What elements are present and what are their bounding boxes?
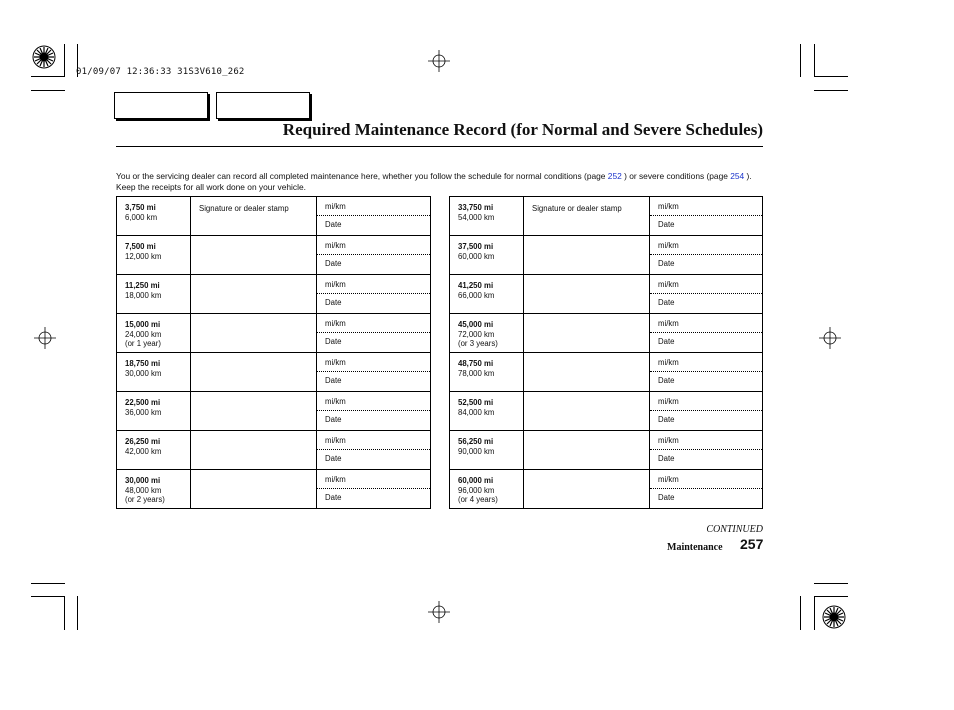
- record-cell: [650, 392, 763, 431]
- interval-miles: 33,750 mi: [458, 203, 494, 212]
- mileage-entry-field[interactable]: mi/km: [650, 392, 762, 411]
- page-title: Required Maintenance Record (for Normal and Severe Schedules): [282, 120, 763, 139]
- signature-cell[interactable]: [191, 236, 317, 275]
- interval-miles: 52,500 mi: [458, 398, 494, 407]
- mileage-entry-field[interactable]: mi/km: [317, 314, 430, 333]
- interval-miles: 41,250 mi: [458, 281, 494, 290]
- interval-cell: [117, 392, 191, 431]
- interval-km: 42,000 km: [125, 446, 162, 456]
- date-entry-field[interactable]: Date: [325, 415, 342, 424]
- record-cell: [317, 197, 431, 236]
- interval-km: 84,000 km: [458, 407, 495, 417]
- interval-years: (or 2 years): [125, 495, 165, 504]
- interval-cell: [450, 275, 524, 314]
- interval-cell: [450, 197, 524, 236]
- interval-years: (or 4 years): [458, 495, 498, 504]
- interval-km: 54,000 km: [458, 212, 495, 222]
- registration-target-icon: [428, 50, 450, 72]
- date-entry-field[interactable]: Date: [325, 454, 342, 463]
- interval-miles: 60,000 mi: [458, 476, 494, 485]
- interval-miles: 48,750 mi: [458, 359, 494, 368]
- nav-tab-previous[interactable]: [114, 92, 208, 119]
- continued-label: CONTINUED: [706, 524, 763, 535]
- interval-km: 24,000 km: [125, 329, 162, 339]
- interval-years: (or 1 year): [125, 339, 161, 348]
- interval-miles: 11,250 mi: [125, 281, 160, 290]
- record-cell: [317, 431, 431, 470]
- interval-cell: [117, 236, 191, 275]
- signature-cell[interactable]: [524, 392, 650, 431]
- signature-cell[interactable]: [191, 353, 317, 392]
- mileage-entry-field[interactable]: mi/km: [650, 431, 762, 450]
- interval-km: 90,000 km: [458, 446, 495, 456]
- page-link-252[interactable]: 252: [607, 171, 622, 181]
- page-number: 257: [740, 536, 764, 552]
- date-entry-field[interactable]: Date: [658, 493, 675, 502]
- interval-cell: [117, 470, 191, 509]
- interval-miles: 45,000 mi: [458, 320, 494, 329]
- interval-miles: 15,000 mi: [125, 320, 161, 329]
- table-row: [450, 236, 763, 275]
- mileage-entry-field[interactable]: mi/km: [650, 275, 762, 294]
- interval-cell: [450, 470, 524, 509]
- interval-km: 36,000 km: [125, 407, 162, 417]
- record-cell: [317, 236, 431, 275]
- interval-miles: 22,500 mi: [125, 398, 161, 407]
- date-entry-field[interactable]: Date: [325, 298, 342, 307]
- table-row: [117, 197, 431, 236]
- interval-cell: [450, 431, 524, 470]
- date-entry-field[interactable]: Date: [325, 220, 342, 229]
- mileage-entry-field[interactable]: mi/km: [650, 236, 762, 255]
- interval-cell: [450, 236, 524, 275]
- table-row: [450, 470, 763, 509]
- mileage-entry-field[interactable]: mi/km: [317, 392, 430, 411]
- record-cell: [317, 353, 431, 392]
- signature-cell[interactable]: [524, 236, 650, 275]
- print-stamp: 01/09/07 12:36:33 31S3V610_262: [76, 67, 245, 77]
- interval-km: 30,000 km: [125, 368, 162, 378]
- date-entry-field[interactable]: Date: [658, 376, 675, 385]
- interval-miles: 30,000 mi: [125, 476, 161, 485]
- interval-km: 12,000 km: [125, 251, 162, 261]
- interval-miles: 56,250 mi: [458, 437, 494, 446]
- interval-km: 60,000 km: [458, 251, 495, 261]
- interval-cell: [117, 431, 191, 470]
- interval-miles: 26,250 mi: [125, 437, 161, 446]
- mileage-entry-field[interactable]: mi/km: [650, 470, 762, 489]
- signature-cell[interactable]: [524, 353, 650, 392]
- interval-cell: [117, 314, 191, 353]
- mileage-entry-field[interactable]: mi/km: [650, 197, 762, 216]
- date-entry-field[interactable]: Date: [658, 454, 675, 463]
- page-link-254[interactable]: 254: [730, 171, 745, 181]
- table-row: [450, 275, 763, 314]
- signature-cell[interactable]: [191, 392, 317, 431]
- interval-km: 66,000 km: [458, 290, 495, 300]
- table-row: [117, 236, 431, 275]
- table-row: [117, 353, 431, 392]
- signature-label: Signature or dealer stamp: [199, 204, 289, 213]
- registration-target-icon: [34, 327, 56, 349]
- record-cell: [650, 314, 763, 353]
- signature-cell[interactable]: [191, 197, 317, 236]
- interval-cell: [450, 353, 524, 392]
- signature-cell[interactable]: [191, 470, 317, 509]
- table-row: [450, 392, 763, 431]
- interval-cell: [117, 197, 191, 236]
- date-entry-field[interactable]: Date: [658, 415, 675, 424]
- interval-km: 6,000 km: [125, 212, 158, 222]
- date-entry-field[interactable]: Date: [658, 220, 675, 229]
- record-cell: [650, 236, 763, 275]
- date-entry-field[interactable]: Date: [658, 259, 675, 268]
- interval-miles: 3,750 mi: [125, 203, 156, 212]
- record-cell: [317, 392, 431, 431]
- interval-cell: [117, 353, 191, 392]
- table-row: [117, 470, 431, 509]
- maintenance-record-table-right: [449, 196, 763, 509]
- date-entry-field[interactable]: Date: [325, 337, 342, 346]
- table-row: [117, 314, 431, 353]
- record-cell: [650, 275, 763, 314]
- interval-miles: 7,500 mi: [125, 242, 156, 251]
- table-row: [450, 314, 763, 353]
- interval-km: 78,000 km: [458, 368, 495, 378]
- record-cell: [650, 197, 763, 236]
- record-cell: [317, 275, 431, 314]
- footer-section-name: Maintenance: [667, 542, 723, 553]
- sunburst-registration-icon: [32, 45, 56, 69]
- table-row: [117, 275, 431, 314]
- signature-label: Signature or dealer stamp: [532, 204, 622, 213]
- title-divider: [116, 146, 763, 147]
- intro-paragraph: You or the servicing dealer can record all completed maintenance here, whether you follow the schedule for normal conditions (page 252 ) or severe conditions (page 254 ). Keep the receipts for all work done on your vehicle.: [116, 171, 752, 192]
- interval-km: 72,000 km: [458, 329, 495, 339]
- signature-cell[interactable]: [524, 275, 650, 314]
- mileage-entry-field[interactable]: mi/km: [317, 275, 430, 294]
- mileage-entry-field[interactable]: mi/km: [317, 197, 430, 216]
- registration-target-icon: [428, 601, 450, 623]
- interval-miles: 37,500 mi: [458, 242, 494, 251]
- table-row: [450, 431, 763, 470]
- interval-cell: [450, 314, 524, 353]
- record-cell: [650, 353, 763, 392]
- table-row: [117, 431, 431, 470]
- interval-years: (or 3 years): [458, 339, 498, 348]
- table-row: [450, 353, 763, 392]
- sunburst-registration-icon: [822, 605, 846, 629]
- interval-cell: [450, 392, 524, 431]
- date-entry-field[interactable]: Date: [658, 298, 675, 307]
- signature-cell[interactable]: [191, 314, 317, 353]
- mileage-entry-field[interactable]: mi/km: [650, 353, 762, 372]
- interval-km: 18,000 km: [125, 290, 162, 300]
- record-cell: [650, 431, 763, 470]
- interval-km: 96,000 km: [458, 485, 495, 495]
- interval-km: 48,000 km: [125, 485, 162, 495]
- record-cell: [650, 470, 763, 509]
- signature-cell[interactable]: [524, 431, 650, 470]
- mileage-entry-field[interactable]: mi/km: [317, 431, 430, 450]
- interval-cell: [117, 275, 191, 314]
- mileage-entry-field[interactable]: mi/km: [650, 314, 762, 333]
- mileage-entry-field[interactable]: mi/km: [317, 236, 430, 255]
- nav-tab-contents[interactable]: [216, 92, 310, 119]
- record-cell: [317, 470, 431, 509]
- date-entry-field[interactable]: Date: [325, 259, 342, 268]
- signature-cell[interactable]: [191, 275, 317, 314]
- record-cell: [317, 314, 431, 353]
- interval-miles: 18,750 mi: [125, 359, 161, 368]
- table-row: [450, 197, 763, 236]
- signature-cell[interactable]: [524, 314, 650, 353]
- mileage-entry-field[interactable]: mi/km: [317, 353, 430, 372]
- signature-cell[interactable]: [191, 431, 317, 470]
- date-entry-field[interactable]: Date: [658, 337, 675, 346]
- mileage-entry-field[interactable]: mi/km: [317, 470, 430, 489]
- date-entry-field[interactable]: Date: [325, 493, 342, 502]
- registration-target-icon: [819, 327, 841, 349]
- maintenance-record-table-left: [116, 196, 431, 509]
- table-row: [117, 392, 431, 431]
- signature-cell[interactable]: [524, 470, 650, 509]
- date-entry-field[interactable]: Date: [325, 376, 342, 385]
- signature-cell[interactable]: [524, 197, 650, 236]
